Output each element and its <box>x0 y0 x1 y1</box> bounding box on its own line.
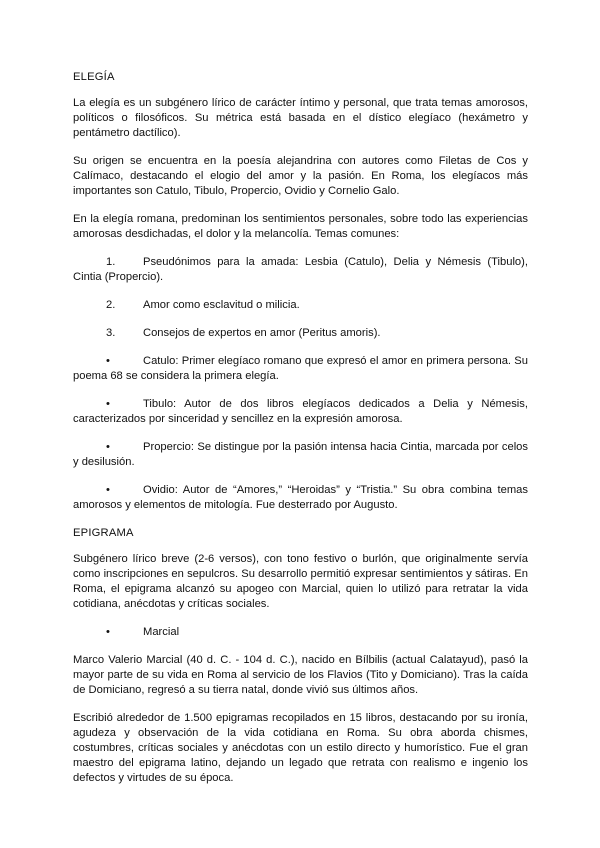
bullet-icon: • <box>106 484 110 496</box>
numbered-list-item <box>73 255 528 285</box>
section-heading-elegia: ELEGÍA <box>73 71 115 83</box>
list-item-text: Catulo: Primer elegíaco romano que expresó el amor en primera persona. Su poema 68 se considera la primera elegía. <box>73 355 528 382</box>
list-number: 2. <box>106 299 116 311</box>
list-item-text: Amor como esclavitud o milicia. <box>143 299 300 311</box>
paragraph: Su origen se encuentra en la poesía alejandrina con autores como Filetas de Cos y Calímaco, destacando el elogio del amor y la pasión. En Roma, los elegíacos más importantes son Catulo, Tibulo, Propercio, Ovidio y Cornelio Galo. <box>73 155 528 197</box>
list-number: 3. <box>106 327 116 339</box>
bullet-icon: • <box>106 355 110 367</box>
numbered-list-item <box>73 326 528 341</box>
list-item-text: Propercio: Se distingue por la pasión intensa hacia Cintia, marcada por celos y desilusión. <box>73 441 528 468</box>
document-page <box>73 70 528 799</box>
bullet-list-item <box>73 354 528 384</box>
paragraph: La elegía es un subgénero lírico de carácter íntimo y personal, que trata temas amorosos, políticos o filosóficos. Su métrica está basada en el dístico elegíaco (hexámetro y pentámetro dactílico). <box>73 97 528 139</box>
bullet-list-item <box>73 397 528 427</box>
list-item-text: Tibulo: Autor de dos libros elegíacos dedicados a Delia y Némesis, caracterizados por sinceridad y sencillez en la expresión amorosa. <box>73 398 528 425</box>
list-item-text: Consejos de expertos en amor (Peritus amoris). <box>143 327 381 339</box>
list-item-text: Pseudónimos para la amada: Lesbia (Catulo), Delia y Némesis (Tibulo), Cintia (Propercio). <box>73 256 528 283</box>
bullet-icon: • <box>106 626 110 638</box>
list-item-text: Marcial <box>143 626 180 638</box>
bullet-icon: • <box>106 398 110 410</box>
bullet-list-item <box>73 625 528 640</box>
list-number: 1. <box>106 256 116 268</box>
section-heading-epigrama: EPIGRAMA <box>73 527 134 539</box>
bullet-icon: • <box>106 441 110 453</box>
bullet-list-item <box>73 483 528 513</box>
paragraph: Marco Valerio Marcial (40 d. C. - 104 d. C.), nacido en Bílbilis (actual Calatayud), pasó la mayor parte de su vida en Roma al servicio de los Flavios (Tito y Domiciano). Tras la caída de Domiciano, regresó a su tierra natal, donde vivió sus últimos años. <box>73 654 528 696</box>
list-item-text: Ovidio: Autor de “Amores,” “Heroidas” y “Tristia.” Su obra combina temas amorosos y elementos de mitología. Fue desterrado por Augusto. <box>73 484 528 511</box>
bullet-list-item <box>73 440 528 470</box>
numbered-list-item <box>73 298 528 313</box>
paragraph: Escribió alrededor de 1.500 epigramas recopilados en 15 libros, destacando por su ironía, agudeza y observación de la vida cotidiana en Roma. Su obra aborda chismes, costumbres, críticas sociales y anécdotas con un estilo directo y humorístico. Fue el gran maestro del epigrama latino, dejando un legado que retrata con realismo e ingenio los defectos y virtudes de su época. <box>73 712 528 784</box>
paragraph: Subgénero lírico breve (2-6 versos), con tono festivo o burlón, que originalmente servía como inscripciones en sepulcros. Su desarrollo permitió expresar sentimientos y sátiras. En Roma, el epigrama alcanzó su apogeo con Marcial, quien lo utilizó para retratar la vida cotidiana, anécdotas y críticas sociales. <box>73 553 528 610</box>
paragraph: En la elegía romana, predominan los sentimientos personales, sobre todo las experiencias amorosas desdichadas, el dolor y la melancolía. Temas comunes: <box>73 213 528 240</box>
